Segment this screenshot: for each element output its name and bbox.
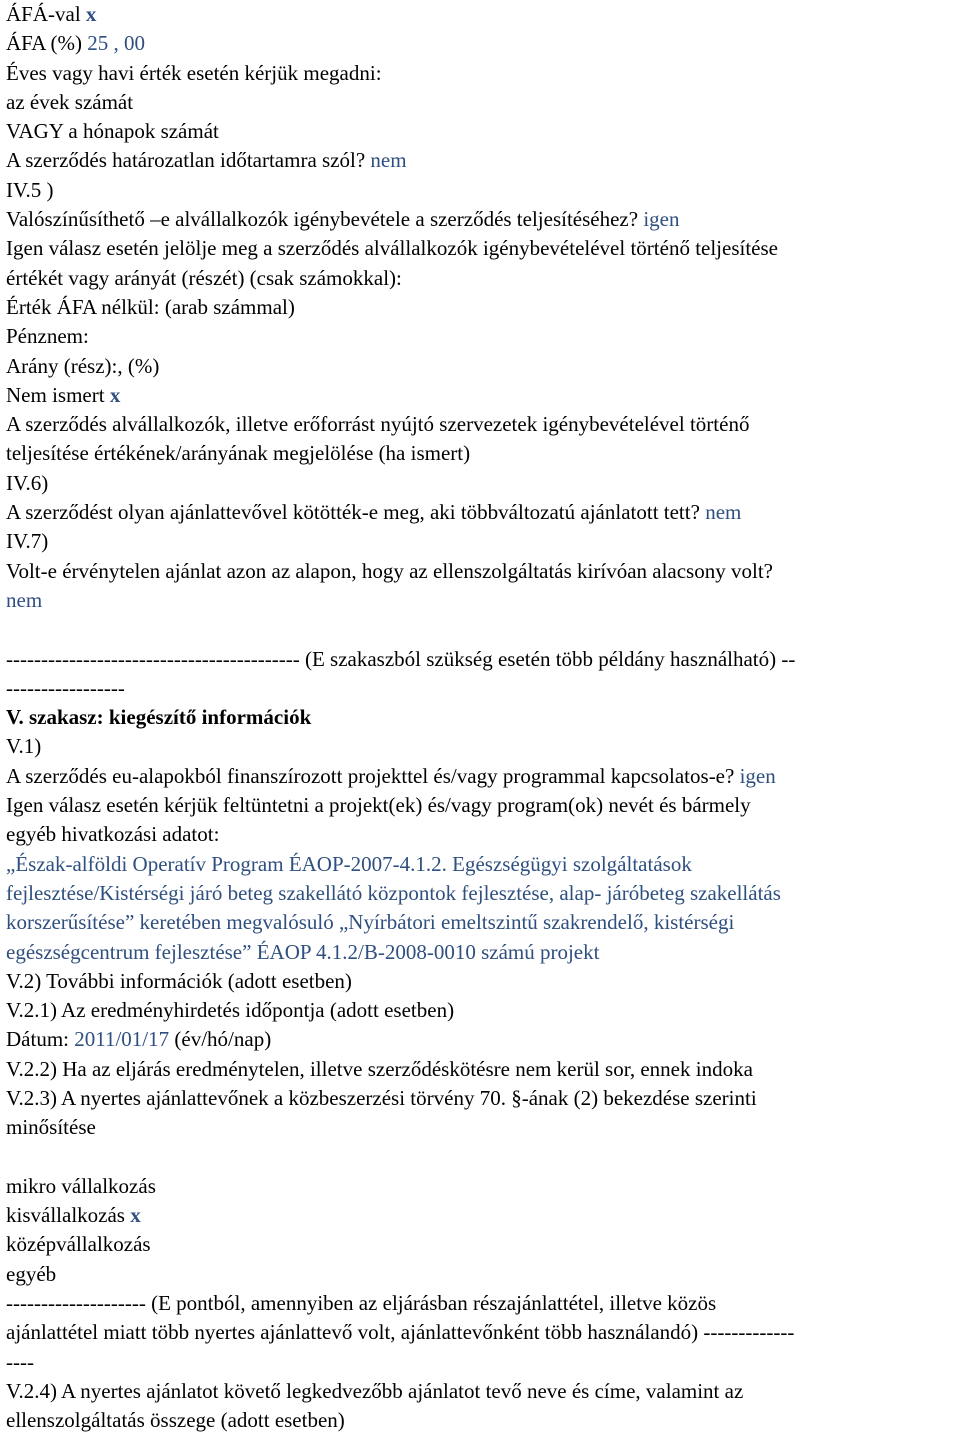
text-line: A szerződés alvállalkozók, illetve erőforrást nyújtó szervezetek igénybevételével történő: [6, 412, 750, 437]
option-micro: mikro vállalkozás: [6, 1173, 156, 1198]
section-heading: V. szakasz: kiegészítő információk: [6, 705, 312, 730]
text-line: Érték ÁFA nélkül: (arab számmal): [6, 294, 295, 319]
date-value: 2011/01/17: [74, 1027, 170, 1052]
text-line: Volt-e érvénytelen ajánlat azon az alapon, hogy az ellenszolgáltatás kirívóan alacsony volt?: [6, 558, 773, 583]
text-line: V.2) További információk (adott esetben): [6, 968, 352, 993]
text-line: Igen válasz esetén kérjük feltüntetni a projekt(ek) és/vagy program(ok) nevét és bármely: [6, 793, 751, 818]
not-known-mark: x: [109, 382, 121, 407]
text-line: egyéb hivatkozási adatot:: [6, 822, 220, 847]
text-line: Éves vagy havi érték esetén kérjük megadni:: [6, 60, 382, 85]
indefinite-term-value: nem: [370, 148, 407, 173]
blank-line: [6, 1143, 954, 1172]
divider-note: -----------------: [6, 675, 125, 700]
eu-funds-answer: igen: [739, 763, 776, 788]
text-line: Igen válasz esetén jelölje meg a szerződés alvállalkozók igénybevételével történő teljesítése: [6, 236, 778, 261]
text-line: Arány (rész):, (%): [6, 353, 160, 378]
vat-rate-value: 25 , 00: [87, 31, 146, 56]
date-line: Dátum: 2011/01/17 (év/hó/nap): [6, 1027, 272, 1052]
blank-line: [6, 615, 954, 644]
project-name-line: „Észak-alföldi Operatív Program ÉAOP-2007-4.1.2. Egészségügyi szolgáltatások: [6, 851, 692, 876]
text-line: V.2.4) A nyertes ajánlatot követő legkedvezőbb ajánlatot tevő neve és címe, valamint az: [6, 1378, 744, 1403]
option-medium: középvállalkozás: [6, 1232, 151, 1257]
divider-note: ------------------------------------------ (E szakaszból szükség esetén több példány használható) --: [6, 646, 796, 671]
vat-included-line: ÁFÁ-val x: [6, 2, 97, 26]
subcontractor-question: Valószínűsíthető –e alvállalkozók igénybevétele a szerződés teljesítéséhez? igen: [6, 207, 680, 232]
option-small: kisvállalkozás x: [6, 1203, 141, 1228]
vat-included-mark: x: [85, 2, 97, 26]
divider-note: ajánlattétel miatt több nyertes ajánlattevő volt, ajánlattevőnként több használandó) -------------: [6, 1320, 795, 1345]
text-line: ellenszolgáltatás összege (adott esetben): [6, 1408, 345, 1433]
divider-note: ----: [6, 1349, 34, 1374]
variant-offer-question: A szerződést olyan ajánlattevővel kötötték-e meg, aki többváltozatú ajánlatott tett? nem: [6, 500, 742, 525]
project-name-line: fejlesztése/Kistérségi járó beteg szakellátó központok fejlesztése, alap- járóbeteg szakellátás: [6, 880, 781, 905]
text-line: az évek számát: [6, 89, 134, 114]
option-small-mark: x: [130, 1203, 141, 1228]
text-line: V.2.1) Az eredményhirdetés időpontja (adott esetben): [6, 998, 455, 1023]
indefinite-term-line: A szerződés határozatlan időtartamra szól? nem: [6, 148, 407, 173]
eu-funds-question: A szerződés eu-alapokból finanszírozott projekttel és/vagy programmal kapcsolatos-e? igen: [6, 763, 776, 788]
text-line: teljesítése értékének/arányának megjelölése (ha ismert): [6, 441, 471, 466]
variant-offer-answer: nem: [705, 500, 742, 525]
section-number: V.1): [6, 734, 42, 759]
subcontractor-answer: igen: [643, 207, 680, 232]
section-number: IV.6): [6, 470, 49, 495]
text-line: minősítése: [6, 1115, 96, 1140]
section-number: IV.5 ): [6, 177, 54, 202]
project-name-line: korszerűsítése” keretében megvalósuló „Nyírbátori emeltszintű szakrendelő, kistérségi: [6, 910, 735, 935]
divider-note: -------------------- (E pontból, amennyiben az eljárásban részajánlattétel, illetve közös: [6, 1291, 717, 1316]
text-line: Pénznem:: [6, 324, 89, 349]
vat-rate-line: ÁFA (%) 25 , 00: [6, 31, 146, 56]
text-line: VAGY a hónapok számát: [6, 119, 219, 144]
low-price-answer: nem: [6, 587, 43, 612]
text-line: értékét vagy arányát (részét) (csak számokkal):: [6, 265, 402, 290]
text-line: V.2.2) Ha az eljárás eredménytelen, illetve szerződéskötésre nem kerül sor, ennek indoka: [6, 1056, 753, 1081]
section-number: IV.7): [6, 529, 49, 554]
not-known-line: Nem ismert x: [6, 382, 121, 407]
project-name-line: egészségcentrum fejlesztése” ÉAOP 4.1.2/B-2008-0010 számú projekt: [6, 939, 600, 964]
text-line: V.2.3) A nyertes ajánlattevőnek a közbeszerzési törvény 70. §-ának (2) bekezdése szerinti: [6, 1085, 757, 1110]
option-other: egyéb: [6, 1261, 57, 1286]
